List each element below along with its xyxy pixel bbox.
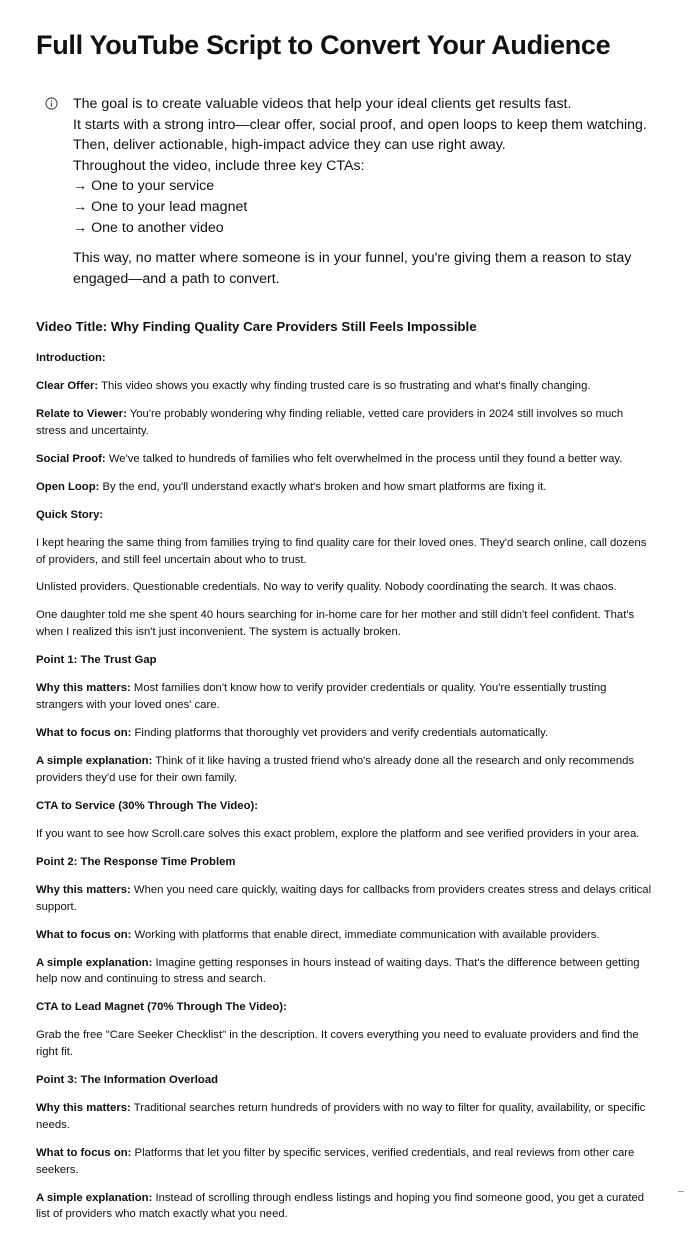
script-label: A simple explanation:	[36, 755, 153, 767]
script-text: When you need care quickly, waiting days for callbacks from providers creates stress and delays critical support.	[36, 883, 655, 913]
script-paragraph	[36, 652, 654, 669]
script-paragraph	[36, 999, 654, 1016]
script-paragraph	[36, 753, 654, 787]
callout-line: → One to your lead magnet	[73, 198, 248, 215]
script-text: Grab the free "Care Seeker Checklist" in the description. It covers everything you need to evaluate providers and find the right fit.	[36, 1029, 642, 1059]
script-paragraph	[36, 507, 654, 524]
callout-line: → One to your service	[73, 178, 215, 195]
script-label: Point 3: The Information Overload	[36, 1074, 219, 1087]
script-paragraph	[36, 579, 654, 596]
script-paragraph	[36, 406, 654, 440]
script-label: Quick Story:	[36, 508, 104, 521]
script-paragraph	[36, 826, 654, 843]
script-text: If you want to see how Scroll.care solves this exact problem, explore the platform and see verified providers in your area.	[36, 827, 640, 840]
script-label: What to focus on:	[36, 1146, 132, 1159]
callout-closing: This way, no matter where someone is in your funnel, you're giving them a reason to stay engaged—and a path to convert.	[73, 250, 632, 287]
script-paragraph	[36, 451, 654, 468]
corner-mark	[678, 1191, 684, 1196]
script-label: A simple explanation:	[36, 1191, 153, 1204]
script-text: Finding platforms that thoroughly vet providers and verify credentials automatically.	[131, 727, 549, 740]
script-label: Why this matters:	[36, 682, 131, 695]
script-paragraph	[36, 882, 654, 916]
info-icon	[45, 97, 58, 110]
script-paragraph	[36, 479, 654, 496]
script-text: You're probably wondering why finding reliable, vetted care providers in 2024 still involves so much stress and uncertainty.	[36, 407, 627, 437]
script-label: Introduction:	[36, 352, 106, 364]
script-text: We've talked to hundreds of families who felt overwhelmed in the process until they found a better way.	[105, 452, 623, 465]
script-paragraph	[36, 927, 654, 944]
script-label: Why this matters:	[36, 883, 131, 896]
script-text: Traditional searches return hundreds of providers with no way to filter for quality, availability, or specific needs.	[36, 1102, 649, 1131]
script-label: Relate to Viewer:	[36, 407, 127, 420]
script-text: This video shows you exactly why finding trusted care is so frustrating and what's finally changing.	[98, 379, 591, 392]
script-text: Platforms that let you filter by specific services, verified credentials, and real reviews from other care seekers.	[36, 1146, 638, 1176]
script-paragraph	[36, 854, 654, 871]
script-paragraph	[36, 955, 654, 989]
script-text: Instead of scrolling through endless listings and hoping you find someone good, you get a curated list of providers who match exactly what you need.	[36, 1191, 648, 1221]
script-label: A simple explanation:	[36, 956, 153, 969]
script-label: What to focus on:	[36, 727, 132, 740]
callout-body	[73, 94, 648, 289]
script-text: Most families don't know how to verify provider credentials or quality. You're essentially trusting strangers with your loved ones' care.	[36, 682, 610, 712]
script-label: Point 1: The Trust Gap	[36, 654, 157, 667]
script-text: Think of it like having a trusted friend who's already done all the research and only recommends providers they'd use for their own family.	[36, 755, 638, 784]
script-text: Unlisted providers. Questionable credentials. No way to verify quality. Nobody coordinating the search. It was chaos.	[36, 581, 617, 594]
script-body	[36, 350, 654, 1234]
script-paragraph	[36, 680, 654, 714]
script-label: CTA to Lead Magnet (70% Through The Video):	[36, 1001, 287, 1014]
script-paragraph	[36, 607, 654, 641]
script-paragraph	[36, 350, 654, 367]
script-paragraph	[36, 1145, 654, 1179]
video-title: Video Title: Why Finding Quality Care Providers Still Feels Impossible	[36, 319, 477, 334]
script-text: By the end, you'll understand exactly what's broken and how smart platforms are fixing it.	[99, 480, 547, 493]
script-text: I kept hearing the same thing from families trying to find quality care for their loved ones. They'd search online, call dozens of providers, and still feel uncertain about who to trust.	[36, 536, 650, 566]
script-paragraph	[36, 798, 654, 815]
script-label: What to focus on:	[36, 928, 132, 941]
script-paragraph	[36, 1190, 654, 1224]
script-label: Clear Offer:	[36, 379, 99, 392]
callout-line: It starts with a strong intro—clear offer, social proof, and open loops to keep them watching.	[73, 116, 647, 133]
script-text: One daughter told me she spent 40 hours searching for in-home care for her mother and still didn't feel confident. That's when I realized this isn't just inconvenient. The system is actually broken.	[36, 609, 638, 639]
callout-line: Then, deliver actionable, high-impact advice they can use right away.	[73, 137, 506, 154]
script-label: Why this matters:	[36, 1102, 131, 1115]
script-label: Open Loop:	[36, 480, 100, 493]
script-paragraph	[36, 535, 654, 569]
script-paragraph	[36, 1027, 654, 1061]
callout-line: Throughout the video, include three key CTAs:	[73, 157, 365, 174]
callout-line: → One to another video	[73, 219, 224, 236]
script-paragraph	[36, 1100, 654, 1134]
page-title: Full YouTube Script to Convert Your Audience	[36, 30, 611, 60]
callout-line: The goal is to create valuable videos that help your ideal clients get results fast.	[73, 96, 572, 112]
script-text: Working with platforms that enable direct, immediate communication with available providers.	[131, 928, 600, 941]
script-paragraph	[36, 1072, 654, 1089]
script-paragraph	[36, 378, 654, 395]
script-text: Imagine getting responses in hours instead of waiting days. That's the difference between getting help now and continuing to stress and search.	[36, 956, 643, 986]
script-label: CTA to Service (30% Through The Video):	[36, 799, 258, 812]
script-label: Point 2: The Response Time Problem	[36, 855, 236, 868]
script-paragraph	[36, 725, 654, 742]
script-label: Social Proof:	[36, 452, 106, 465]
